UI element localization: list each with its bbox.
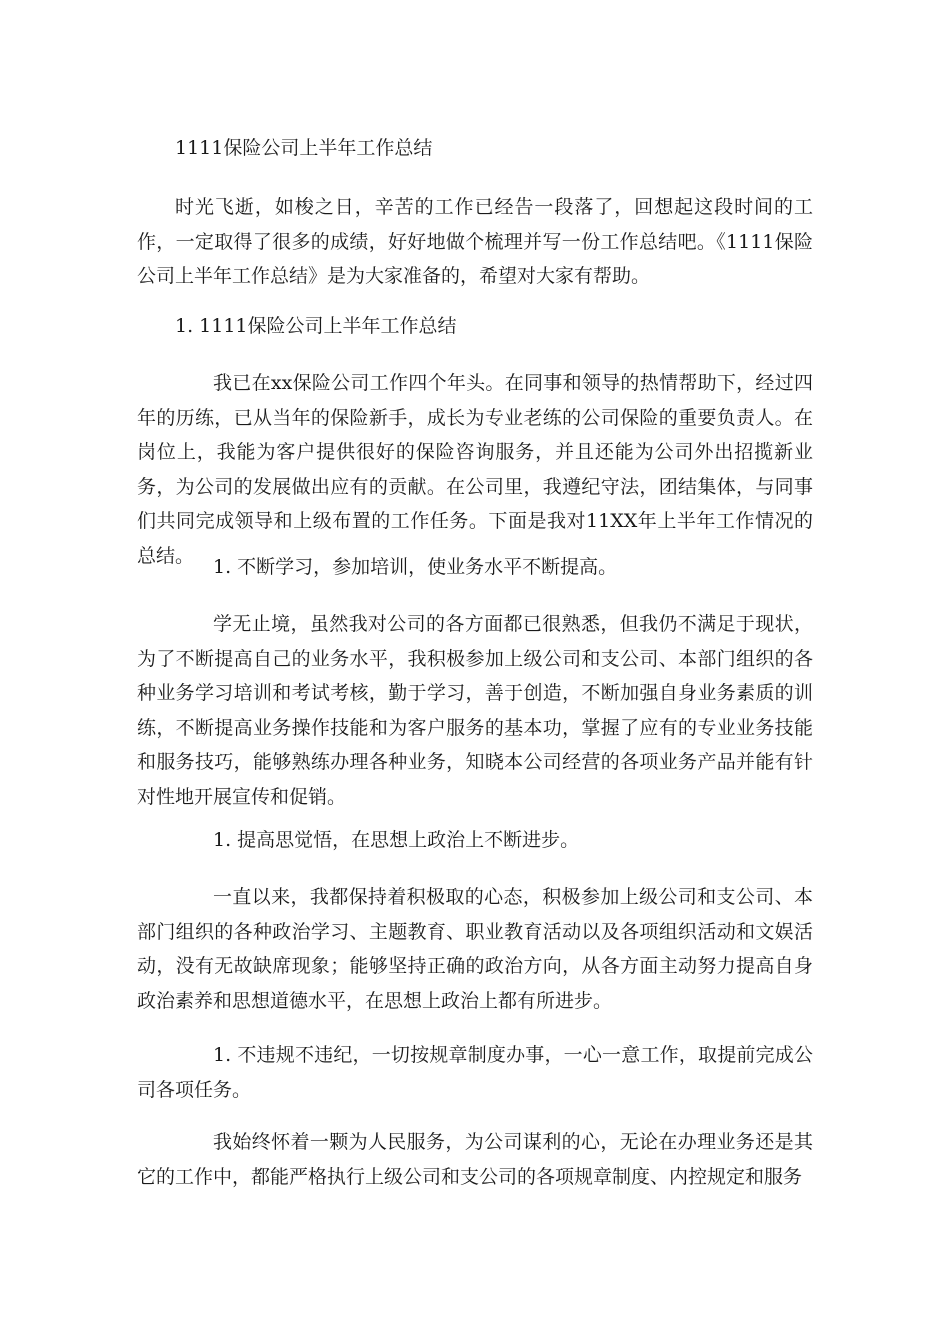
intro-paragraph: 时光飞逝，如梭之日，辛苦的工作已经告一段落了，回想起这段时间的工作，一定取得了很多的成绩，好好地做个梳理并写一份工作总结吧。《1111保险公司上半年工作总结》是为大家准备的，希望对大家有帮助。 bbox=[137, 196, 813, 287]
item-heading-2: 1. 提高思觉悟，在思想上政治上不断进步。 bbox=[213, 829, 580, 851]
section-heading: 1. 1111保险公司上半年工作总结 bbox=[175, 315, 457, 337]
document-title: 1111保险公司上半年工作总结 bbox=[175, 137, 433, 159]
body-paragraph-2: 学无止境，虽然我对公司的各方面都已很熟悉，但我仍不满足于现状，为了不断提高自己的业务水平，我积极参加上级公司和支公司、本部门组织的各种业务学习培训和考试考核，勤于学习，善于创造，不断加强自身业务素质的训练，不断提高业务操作技能和为客户服务的基本功，掌握了应有的专业业务技能和服务技巧，能够熟练办理各种业务，知晓本公司经营的各项业务产品并能有针对性地开展宣传和促销。 bbox=[137, 613, 813, 808]
item-heading-3: 1. 不违规不违纪，一切按规章制度办事，一心一意工作，取提前完成公司各项任务。 bbox=[137, 1044, 813, 1101]
item-heading-1: 1. 不断学习，参加培训，使业务水平不断提高。 bbox=[213, 556, 618, 578]
body-paragraph-3: 一直以来，我都保持着积极取的心态，积极参加上级公司和支公司、本部门组织的各种政治学习、主题教育、职业教育活动以及各项组织活动和文娱活动，没有无故缺席现象；能够坚持正确的政治方向，从各方面主动努力提高自身政治素养和思想道德水平，在思想上政治上都有所进步。 bbox=[137, 886, 813, 1012]
body-paragraph-1: 我已在xx保险公司工作四个年头。在同事和领导的热情帮助下，经过四年的历练，已从当年的保险新手，成长为专业老练的公司保险的重要负责人。在岗位上，我能为客户提供很好的保险咨询服务，并且还能为公司外出招揽新业务，为公司的发展做出应有的贡献。在公司里，我遵纪守法，团结集体，与同事们共同完成领导和上级布置的工作任务。下面是我对11XX年上半年工作情况的总结。 bbox=[137, 372, 813, 567]
body-paragraph-4: 我始终怀着一颗为人民服务，为公司谋利的心，无论在办理业务还是其它的工作中，都能严格执行上级公司和支公司的各项规章制度、内控规定和服务 bbox=[137, 1131, 813, 1188]
